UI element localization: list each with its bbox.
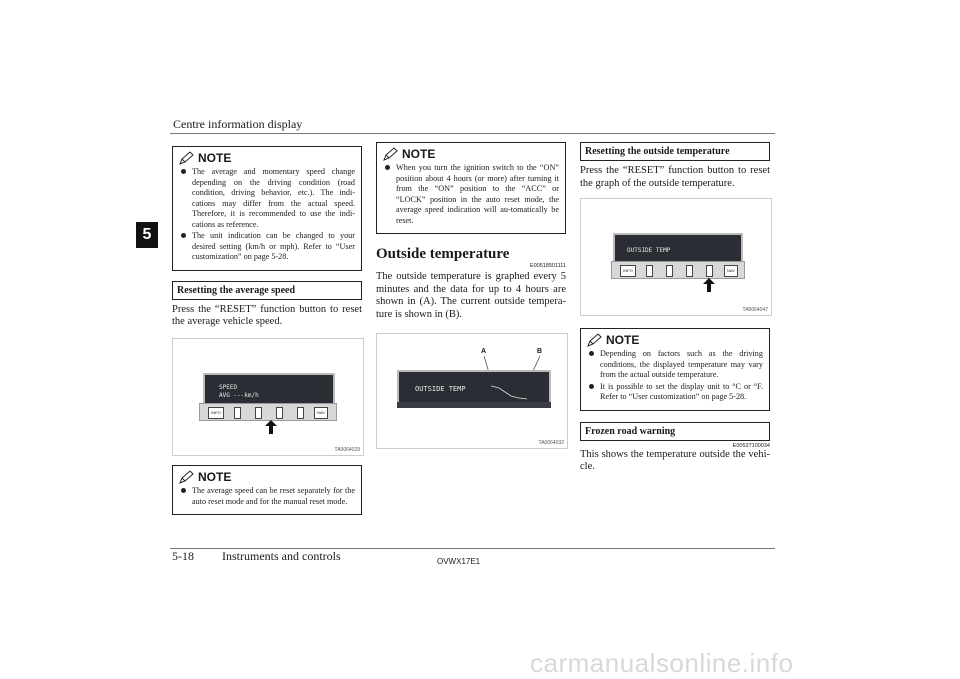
function-button-2[interactable] (666, 265, 673, 277)
nav-button[interactable]: NAV (314, 407, 328, 419)
note-header (179, 151, 355, 165)
button-panel (199, 403, 337, 421)
note-item: It is possible to set the display unit to °C or °F. Refer to “User customization” on page 5-28. (587, 382, 763, 403)
note-box-1 (172, 146, 362, 271)
arrow-up-icon (703, 278, 715, 292)
section-code: E00518501111 (529, 263, 566, 269)
column-3-lower (580, 328, 770, 474)
reset-button[interactable] (297, 407, 304, 419)
lcd-line-1: OUTSIDE TEMP (627, 247, 671, 254)
info-button[interactable]: INFO (208, 407, 224, 419)
figure-outside-temp (376, 333, 568, 449)
note-item: The average speed can be reset separately for the auto reset mode and for the manual reset mode. (179, 486, 355, 507)
note-pencil-icon (179, 470, 195, 484)
section-code: E00537100034 (732, 442, 770, 449)
arrow-up-icon (265, 420, 277, 434)
function-button-1[interactable] (234, 407, 241, 419)
note-box-4 (580, 328, 770, 411)
body-text: The outside temperature is graphed every 5 minutes and the data for up to 4 hours are shown in (A). The current outside tempera-ture is shown in (B). (376, 271, 566, 320)
figure-average-speed (172, 338, 364, 456)
note-title: NOTE (198, 151, 232, 165)
button-panel (611, 261, 745, 279)
note-title: NOTE (198, 470, 232, 484)
lcd-line-1: SPEED (219, 384, 238, 391)
note-pencil-icon (179, 151, 195, 165)
watermark: carmanualsonline.info (530, 648, 794, 678)
note-title: NOTE (606, 333, 640, 347)
figure-code: TA0064032 (538, 440, 564, 446)
info-button[interactable]: INFO (620, 265, 636, 277)
function-button-3[interactable] (686, 265, 693, 277)
chapter-tab: 5 (136, 222, 158, 248)
body-text: Press the “RESET” function button to reset the average vehicle speed. (172, 303, 362, 327)
section-title-box: Resetting the average speed (172, 281, 362, 300)
note-item: The average and momentary speed change depending on the driving condition (road condition, driving behavior, etc.). The indi-cations may differ from the actual speed. Therefore, it is recommended to use the indi-cations as reference. (179, 167, 355, 230)
note-item: Depending on factors such as the driving conditions, the displayed temperature may vary from the actual outside temperature. (587, 349, 763, 381)
note-box-3 (376, 142, 566, 234)
figure-reset-temp (580, 198, 772, 316)
lcd-line-2: AVG ---km/h (219, 392, 259, 399)
function-button-2[interactable] (255, 407, 262, 419)
document-code: OVWX17E1 (437, 557, 481, 566)
body-text: Press the “RESET” function button to reset the graph of the outside temperature. (580, 165, 770, 189)
note-title: NOTE (402, 147, 436, 161)
page-number: 5-18 (172, 549, 194, 563)
note-box-2 (172, 465, 362, 515)
note-header (179, 470, 355, 484)
label-a: A (481, 348, 487, 355)
function-button-1[interactable] (646, 265, 653, 277)
column-1 (172, 146, 362, 329)
column-2 (376, 142, 566, 321)
column-3 (580, 142, 770, 190)
reset-button[interactable] (706, 265, 713, 277)
note-header (587, 333, 763, 347)
note-item: When you turn the ignition switch to the “ON” position about 4 hours (or more) after turning it from the “ON” position to the “ACC” or “LOCK” position in the auto reset mode, the average speed indication will au-tomatically be reset. (383, 163, 559, 226)
figure-code: TA0064029 (334, 447, 360, 453)
lcd-line-1: OUTSIDE TEMP (415, 385, 466, 393)
column-1-lower (172, 465, 362, 515)
section-title-box: Frozen road warning (580, 422, 770, 441)
figure-code: TA0064047 (742, 307, 768, 313)
lcd-bottom-strip (397, 402, 551, 408)
lcd-screen (203, 373, 335, 407)
note-pencil-icon (383, 147, 399, 161)
running-header: Centre information display (173, 117, 303, 131)
section-heading: Outside temperature (376, 246, 510, 262)
function-button-3[interactable] (276, 407, 283, 419)
temperature-graph (491, 382, 531, 400)
header-rule (170, 133, 775, 134)
note-pencil-icon (587, 333, 603, 347)
note-item: The unit indication can be changed to your desired setting (km/h or mph). Refer to “User customization” on page 5-28. (179, 231, 355, 263)
lcd-screen (397, 370, 551, 406)
body-text: This shows the temperature outside the vehi-cle. (580, 448, 770, 472)
note-header (383, 147, 559, 161)
chapter-title: Instruments and controls (222, 549, 341, 563)
label-b: B (537, 348, 543, 355)
nav-button[interactable]: NAV (724, 265, 738, 277)
section-title-box: Resetting the outside temperature (580, 142, 770, 161)
